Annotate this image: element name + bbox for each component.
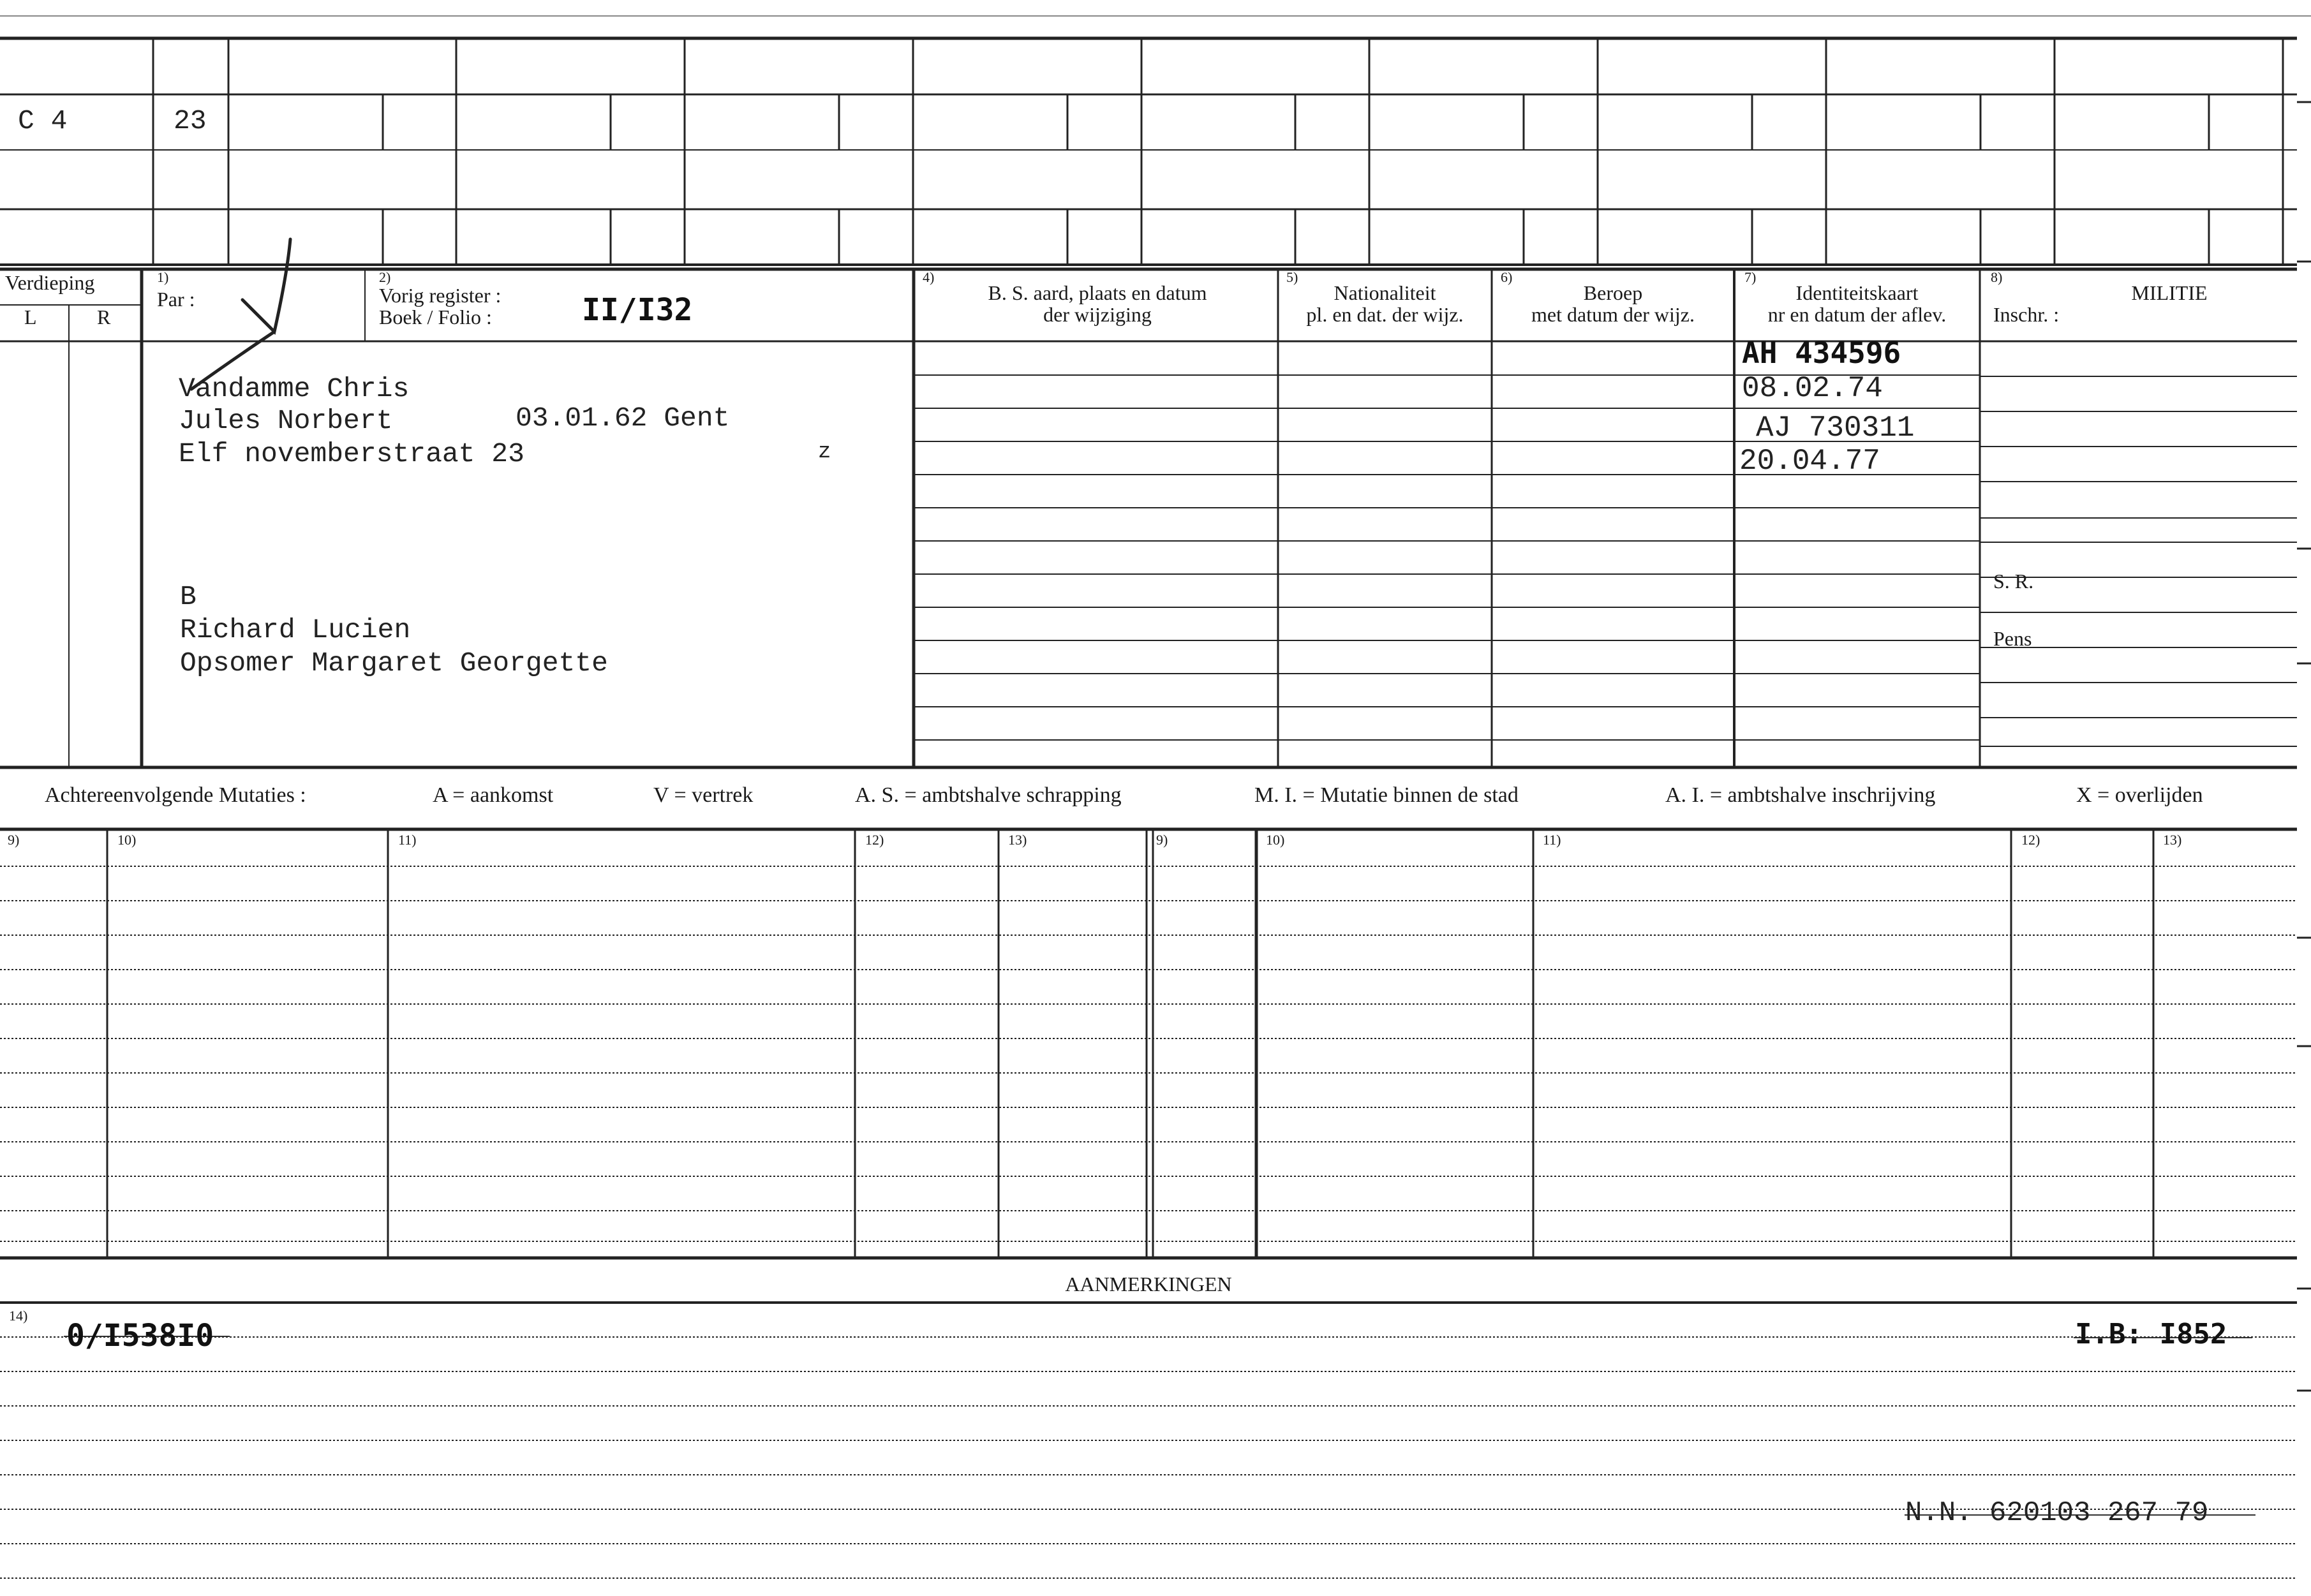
boek-folio-label: Boek / Folio :	[379, 306, 492, 329]
handwritten-check-mark	[191, 239, 290, 389]
nationaliteit-label-2: pl. en dat. der wijz.	[1306, 303, 1464, 326]
id-card-number-1: AH 434596	[1742, 336, 1901, 370]
militie-title: MILITIE	[2131, 281, 2208, 304]
person-b: B	[180, 581, 197, 612]
person-birth: 03.01.62 Gent	[516, 403, 730, 434]
remarks-ib: I.B: I852	[2075, 1318, 2227, 1350]
mutations-title: Achtereenvolgende Mutaties :	[45, 783, 306, 807]
par-label: Par :	[157, 288, 195, 311]
beroep-number: 6)	[1501, 269, 1513, 285]
vorig-register-label: Vorig register :	[379, 284, 502, 307]
remarks-title: AANMERKINGEN	[1065, 1273, 1232, 1296]
mutation-col-11-left: 11)	[398, 832, 417, 848]
vorig-register-number: 2)	[379, 269, 391, 285]
par-number: 1)	[157, 269, 169, 285]
mutation-col-10-left: 10)	[117, 832, 137, 848]
identiteit-label-2: nr en datum der aflev.	[1767, 303, 1947, 326]
person-mother: Opsomer Margaret Georgette	[180, 647, 608, 679]
bs-number: 4)	[923, 269, 935, 285]
nationaliteit-number: 5)	[1286, 269, 1298, 285]
mutation-col-13-left: 13)	[1008, 832, 1027, 848]
mutation-code-as: A. S. = ambtshalve schrapping	[855, 783, 1122, 807]
bs-label-2: der wijziging	[1043, 303, 1152, 326]
remarks-number: 14)	[9, 1308, 28, 1324]
mutation-col-12-left: 12)	[865, 832, 884, 848]
verdieping-label: Verdieping	[5, 271, 95, 294]
identiteit-number: 7)	[1744, 269, 1757, 285]
identiteit-label-1: Identiteitskaart	[1795, 281, 1919, 304]
mutation-col-13-right: 13)	[2163, 832, 2182, 848]
person-mark: z	[818, 440, 831, 464]
militie-sr: S. R.	[1993, 570, 2034, 593]
beroep-label-2: met datum der wijz.	[1531, 303, 1695, 326]
remarks-ref: 0/I538I0	[66, 1318, 214, 1354]
mutation-code-a: A = aankomst	[433, 783, 554, 807]
beroep-label-1: Beroep	[1583, 281, 1643, 304]
mutation-col-10-right: 10)	[1266, 832, 1285, 848]
militie-inschr: Inschr. :	[1993, 303, 2060, 326]
person-name: Vandamme Chris	[179, 373, 410, 404]
id-card-date-2: 20.04.77	[1739, 445, 1880, 478]
person-father: Richard Lucien	[180, 614, 411, 646]
person-address: Elf novemberstraat 23	[179, 438, 524, 469]
verdieping-right: R	[97, 306, 111, 329]
id-card-number-2: AJ 730311	[1756, 411, 1915, 445]
top-grid-code: C 4	[18, 105, 68, 137]
bs-label-1: B. S. aard, plaats en datum	[988, 281, 1207, 304]
mutation-code-v: V = vertrek	[653, 783, 754, 807]
vorig-register-value: II/I32	[582, 292, 693, 328]
mutation-col-9-right: 9)	[1156, 832, 1168, 848]
mutation-code-x: X = overlijden	[2076, 783, 2203, 807]
militie-number: 8)	[1991, 269, 2003, 285]
person-given-names: Jules Norbert	[179, 405, 393, 436]
mutation-code-ai: A. I. = ambtshalve inschrijving	[1665, 783, 1936, 807]
id-card-date-1: 08.02.74	[1742, 372, 1883, 405]
militie-pens: Pens	[1993, 627, 2032, 650]
mutation-col-11-right: 11)	[1543, 832, 1561, 848]
nationaliteit-label-1: Nationaliteit	[1334, 281, 1436, 304]
mutation-code-mi: M. I. = Mutatie binnen de stad	[1254, 783, 1519, 807]
mutation-col-9-left: 9)	[8, 832, 20, 848]
remarks-nn: N.N. 620103 267 79	[1905, 1497, 2209, 1529]
top-grid-number: 23	[174, 105, 207, 137]
verdieping-left: L	[24, 306, 37, 329]
mutation-col-12-right: 12)	[2021, 832, 2040, 848]
